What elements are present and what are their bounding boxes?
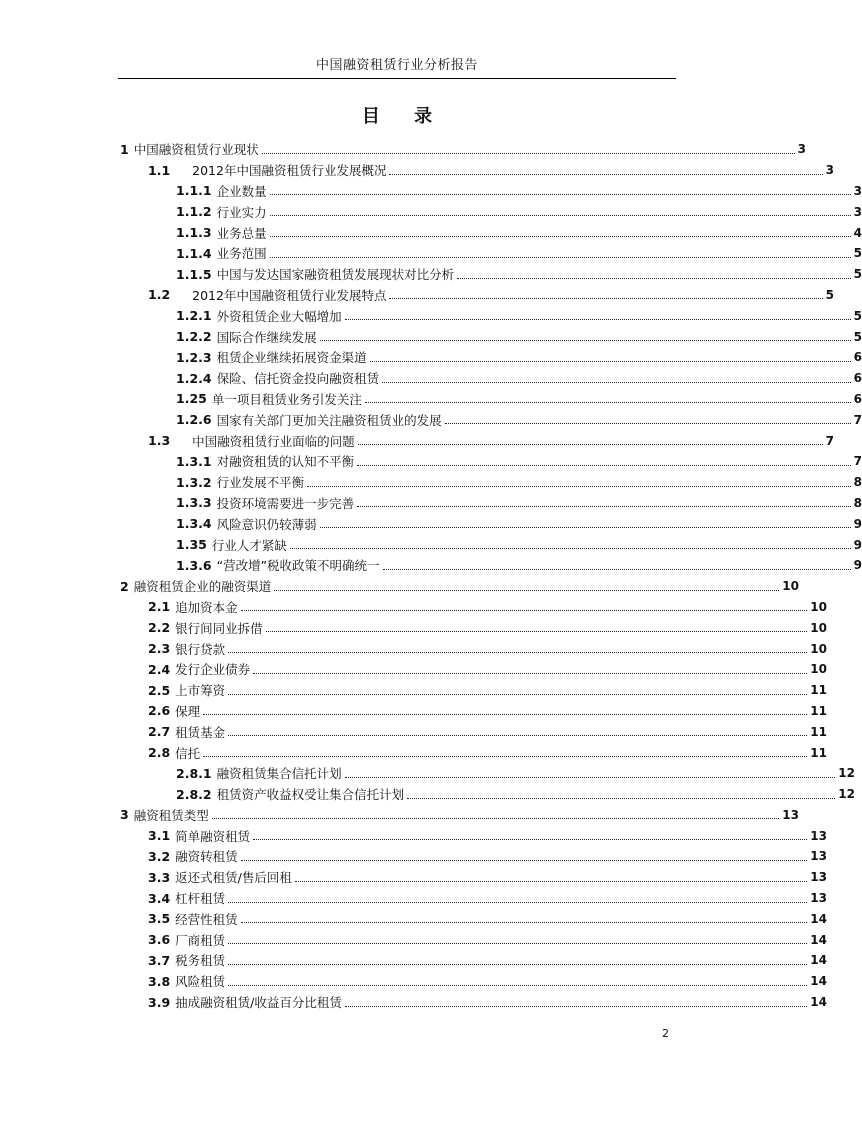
toc-dot-leader [266, 621, 808, 632]
toc-entry-page: 5 [853, 246, 862, 261]
toc-entry[interactable] [0, 409, 862, 430]
toc-entry-page: 14 [810, 953, 827, 968]
toc-entry-number: 1.35 [176, 537, 207, 553]
toc-entry-number: 1.25 [176, 391, 207, 407]
toc-entry-number: 1.3 [148, 433, 171, 449]
toc-entry-number: 1.1 [148, 162, 171, 178]
toc-entry-page: 7 [853, 454, 862, 469]
toc-entry-label: 保险、信托资金投向融资租赁 [216, 371, 380, 387]
toc-dot-leader [274, 580, 779, 591]
toc-entry-page: 14 [810, 974, 827, 989]
toc-entry-page: 9 [853, 558, 862, 573]
toc-entry-label: 单一项目租赁业务引发关注 [211, 391, 362, 407]
toc-dot-leader [228, 933, 807, 944]
toc-entry-label: 业务总量 [216, 225, 267, 241]
toc-entry[interactable] [0, 659, 827, 680]
toc-entry-label: 2012年中国融资租赁行业发展概况 [192, 163, 387, 179]
toc-entry[interactable] [0, 638, 827, 659]
toc-dot-leader [228, 975, 807, 986]
toc-entry-page: 9 [853, 537, 862, 552]
toc-entry[interactable] [0, 368, 862, 389]
toc-entry-page: 13 [782, 807, 799, 822]
toc-dot-leader [357, 496, 851, 507]
toc-entry-number: 1.1.4 [176, 245, 212, 261]
toc-entry-page: 3 [825, 163, 834, 178]
toc-entry[interactable] [0, 971, 827, 992]
toc-entry-label: “营改增”税收政策不明确统一 [216, 558, 380, 574]
toc-entry-number: 3.9 [148, 994, 171, 1010]
toc-entry[interactable] [0, 347, 862, 368]
toc-dot-leader [270, 205, 851, 216]
toc-dot-leader [389, 288, 822, 299]
toc-entry-label: 国家有关部门更加关注融资租赁业的发展 [216, 412, 442, 428]
toc-entry-number: 3.7 [148, 952, 171, 968]
toc-entry-page: 12 [838, 787, 855, 802]
toc-dot-leader [345, 767, 836, 778]
toc-entry-label: 中国与发达国家融资租赁发展现状对比分析 [216, 267, 455, 283]
toc-entry-number: 1 [120, 141, 129, 157]
toc-entry[interactable] [0, 721, 827, 742]
toc-entry-page: 5 [853, 308, 862, 323]
toc-entry-number: 1.1.3 [176, 225, 212, 241]
header-divider [118, 78, 676, 79]
toc-dot-leader [241, 600, 808, 611]
toc-entry[interactable] [0, 763, 855, 784]
toc-entry-page: 10 [810, 662, 827, 677]
toc-dot-leader [228, 684, 807, 695]
toc-entry-number: 2.8 [148, 745, 171, 760]
toc-entry-page: 13 [810, 870, 827, 885]
toc-entry[interactable] [0, 243, 862, 264]
toc-entry-page: 10 [810, 641, 827, 656]
toc-entry-number: 1.3.6 [176, 557, 212, 573]
toc-entry-label: 投资环境需要进一步完善 [216, 495, 355, 511]
toc-entry-label: 融资转租赁 [175, 849, 238, 865]
toc-entry-label: 行业实力 [216, 204, 267, 220]
toc-entry-number: 1.1.5 [176, 266, 212, 282]
toc-entry-number: 1.2.3 [176, 349, 212, 365]
toc-entry[interactable] [0, 534, 862, 555]
toc-entry-number: 1.2.4 [176, 370, 212, 386]
toc-entry[interactable] [0, 846, 827, 867]
toc-entry-label: 上市筹资 [175, 683, 226, 699]
toc-entry-number: 1.1.2 [176, 204, 212, 220]
toc-entry-page: 9 [853, 516, 862, 531]
toc-entry-page: 10 [810, 599, 827, 614]
toc-entry[interactable] [0, 597, 827, 618]
toc-entry-number: 3.6 [148, 932, 171, 948]
toc-entry-number: 1.3.4 [176, 516, 212, 532]
toc-entry-label: 追加资本金 [175, 599, 238, 615]
toc-entry-label: 杠杆租赁 [175, 891, 226, 907]
toc-entry-page: 10 [782, 579, 799, 594]
toc-dot-leader [407, 788, 835, 799]
toc-entry[interactable] [0, 888, 827, 909]
toc-dot-leader [365, 392, 851, 403]
toc-entry-page: 5 [853, 329, 862, 344]
toc-dot-leader [345, 996, 807, 1007]
toc-entry-label: 企业数量 [216, 183, 267, 199]
toc-entry[interactable] [0, 201, 862, 222]
toc-entry-page: 3 [797, 142, 806, 157]
toc-entry-page: 11 [810, 703, 827, 718]
toc-entry-label: 租赁资产收益权受让集合信托计划 [216, 787, 405, 803]
toc-entry-page: 5 [825, 287, 834, 302]
toc-entry[interactable] [0, 430, 834, 451]
toc-entry-label: 外资租赁企业大幅增加 [216, 308, 342, 324]
toc-entry-label: 中国融资租赁行业面临的问题 [192, 433, 355, 449]
toc-dot-leader [228, 725, 807, 736]
toc-entry-number: 2.8.1 [176, 765, 212, 781]
toc-entry-label: 2012年中国融资租赁行业发展特点 [192, 287, 387, 303]
toc-entry-label: 中国融资租赁行业现状 [133, 142, 259, 158]
toc-entry[interactable] [0, 285, 834, 306]
toc-entry[interactable] [0, 222, 862, 243]
toc-entry-label: 融资租赁集合信托计划 [216, 766, 342, 782]
toc-entry-label: 业务范围 [216, 246, 267, 262]
toc-entry-page: 13 [810, 849, 827, 864]
toc-entry-number: 3.8 [148, 973, 171, 989]
toc-dot-leader [295, 871, 807, 882]
toc-dot-leader [389, 164, 822, 175]
toc-entry-label: 抽成融资租赁/收益百分比租赁 [175, 995, 342, 1011]
toc-entry-page: 3 [853, 204, 862, 219]
toc-entry-label: 保理 [175, 703, 201, 719]
toc-entry-label: 对融资租赁的认知不平衡 [216, 454, 355, 470]
toc-dot-leader [253, 829, 807, 840]
toc-entry-label: 融资租赁企业的融资渠道 [133, 579, 272, 595]
toc-entry-label: 银行间同业拆借 [175, 620, 263, 636]
toc-entry-label: 简单融资租赁 [175, 828, 251, 844]
toc-entry[interactable] [0, 181, 862, 202]
toc-entry[interactable] [0, 576, 799, 597]
toc-dot-leader [228, 642, 807, 653]
toc-entry[interactable] [0, 908, 827, 929]
toc-entry-number: 3.3 [148, 869, 171, 885]
toc-entry-label: 经营性租赁 [175, 911, 238, 927]
toc-entry-label: 风险租赁 [175, 974, 226, 990]
toc-entry-number: 1.3.2 [176, 474, 212, 490]
toc-entry-page: 14 [810, 932, 827, 947]
toc-entry-number: 1.2.1 [176, 308, 212, 324]
page-header-title: 中国融资租赁行业分析报告 [315, 58, 478, 73]
toc-dot-leader [445, 413, 851, 424]
toc-entry-number: 3.1 [148, 828, 171, 844]
toc-entry-page: 3 [853, 183, 862, 198]
toc-entry-number: 2.8.2 [176, 786, 212, 802]
toc-entry-page: 11 [810, 724, 827, 739]
toc-dot-leader [228, 892, 807, 903]
toc-entry-number: 3.4 [148, 890, 171, 906]
toc-entry[interactable] [0, 493, 862, 514]
toc-entry-number: 2.6 [148, 703, 171, 719]
toc-entry-page: 14 [810, 995, 827, 1010]
toc-dot-leader [203, 746, 807, 757]
toc-entry-page: 8 [853, 495, 862, 510]
toc-entry-number: 1.3.1 [176, 453, 212, 469]
toc-entry-page: 14 [810, 911, 827, 926]
toc-entry-label: 租赁企业继续拓展资金渠道 [216, 350, 367, 366]
toc-entry-number: 3.5 [148, 911, 171, 927]
toc-entry-number: 2.1 [148, 599, 171, 615]
toc-entry[interactable] [0, 305, 862, 326]
toc-dot-leader [383, 559, 851, 570]
toc-entry[interactable] [0, 742, 827, 763]
toc-dot-leader [241, 912, 808, 923]
toc-dot-leader [307, 476, 851, 487]
toc-entry[interactable] [0, 680, 827, 701]
toc-entry-page: 4 [853, 225, 862, 240]
toc-entry-label: 国际合作继续发展 [216, 329, 317, 345]
toc-entry[interactable] [0, 867, 827, 888]
toc-entry-page: 12 [838, 766, 855, 781]
toc-entry[interactable] [0, 513, 862, 534]
toc-entry-number: 2.5 [148, 682, 171, 698]
toc-entry-number: 1.3.3 [176, 495, 212, 511]
toc-dot-leader [358, 434, 823, 445]
toc-entry-number: 1.2.2 [176, 329, 212, 345]
toc-dot-leader [270, 247, 851, 258]
toc-entry-page: 8 [853, 475, 862, 490]
toc-entry-page: 13 [810, 828, 827, 843]
toc-entry[interactable] [0, 950, 827, 971]
toc-entry-number: 2.4 [148, 661, 171, 677]
toc-entry-label: 厂商租赁 [175, 932, 226, 948]
toc-entry[interactable] [0, 139, 806, 160]
toc-entry-number: 2.2 [148, 620, 171, 636]
toc-entry-page: 6 [853, 391, 862, 406]
toc-entry-page: 6 [853, 371, 862, 386]
toc-entry-label: 行业人才紧缺 [211, 537, 287, 553]
toc-entry-number: 2.7 [148, 724, 171, 740]
toc-entry-page: 7 [853, 412, 862, 427]
toc-entry-number: 2 [120, 578, 129, 594]
toc-dot-leader [382, 372, 851, 383]
toc-dot-leader [345, 309, 851, 320]
toc-dot-leader [262, 143, 795, 154]
toc-entry-page: 6 [853, 350, 862, 365]
toc-entry-label: 税务租赁 [175, 953, 226, 969]
toc-entry-label: 融资租赁类型 [133, 807, 209, 823]
toc-entry-page: 7 [825, 433, 834, 448]
toc-entry-label: 租赁基金 [175, 724, 226, 740]
toc-entry[interactable] [0, 805, 799, 826]
toc-dot-leader [357, 455, 851, 466]
toc-entry-number: 2.3 [148, 641, 171, 657]
toc-entry[interactable] [0, 929, 827, 950]
toc-entry[interactable] [0, 992, 827, 1013]
toc-entry-label: 行业发展不平衡 [216, 475, 305, 491]
toc-entry-label: 发行企业债券 [175, 662, 251, 678]
toc-entry-number: 3.2 [148, 848, 171, 864]
toc-dot-leader [320, 330, 851, 341]
toc-entry-number: 3 [120, 807, 129, 823]
toc-entry-page: 11 [810, 683, 827, 698]
toc-entry-label: 信托 [175, 745, 201, 761]
toc-entry[interactable] [0, 825, 827, 846]
toc-entry[interactable] [0, 555, 862, 576]
toc-dot-leader [241, 850, 808, 861]
toc-dot-leader [457, 268, 851, 279]
toc-dot-leader [370, 351, 851, 362]
toc-title: 目 录 [361, 106, 447, 127]
toc-entry-number: 1.1.1 [176, 183, 212, 199]
toc-entry[interactable] [0, 389, 862, 410]
toc-dot-leader [290, 538, 851, 549]
toc-entry[interactable] [0, 264, 862, 285]
toc-entry[interactable] [0, 160, 834, 181]
toc-entry-number: 1.2.6 [176, 412, 212, 428]
toc-entry-page: 10 [810, 620, 827, 635]
toc-entry-label: 风险意识仍较薄弱 [216, 516, 317, 532]
toc-entry-page: 13 [810, 891, 827, 906]
toc-entry-page: 11 [810, 745, 827, 760]
toc-entry[interactable] [0, 451, 862, 472]
toc-dot-leader [203, 704, 807, 715]
toc-entry-label: 返还式租赁/售后回租 [175, 870, 292, 886]
table-of-contents [0, 139, 862, 1012]
toc-entry-label: 银行贷款 [175, 641, 226, 657]
toc-entry[interactable] [0, 617, 827, 638]
toc-dot-leader [228, 954, 807, 965]
page-number: 2 [662, 1027, 669, 1040]
toc-entry-number: 1.2 [148, 287, 171, 303]
toc-entry[interactable] [0, 472, 862, 493]
toc-entry-page: 5 [853, 267, 862, 282]
toc-dot-leader [270, 226, 851, 237]
toc-entry[interactable] [0, 701, 827, 722]
toc-entry[interactable] [0, 784, 855, 805]
toc-dot-leader [270, 184, 851, 195]
toc-dot-leader [320, 517, 851, 528]
toc-dot-leader [253, 663, 807, 674]
toc-dot-leader [212, 808, 780, 819]
toc-entry[interactable] [0, 326, 862, 347]
